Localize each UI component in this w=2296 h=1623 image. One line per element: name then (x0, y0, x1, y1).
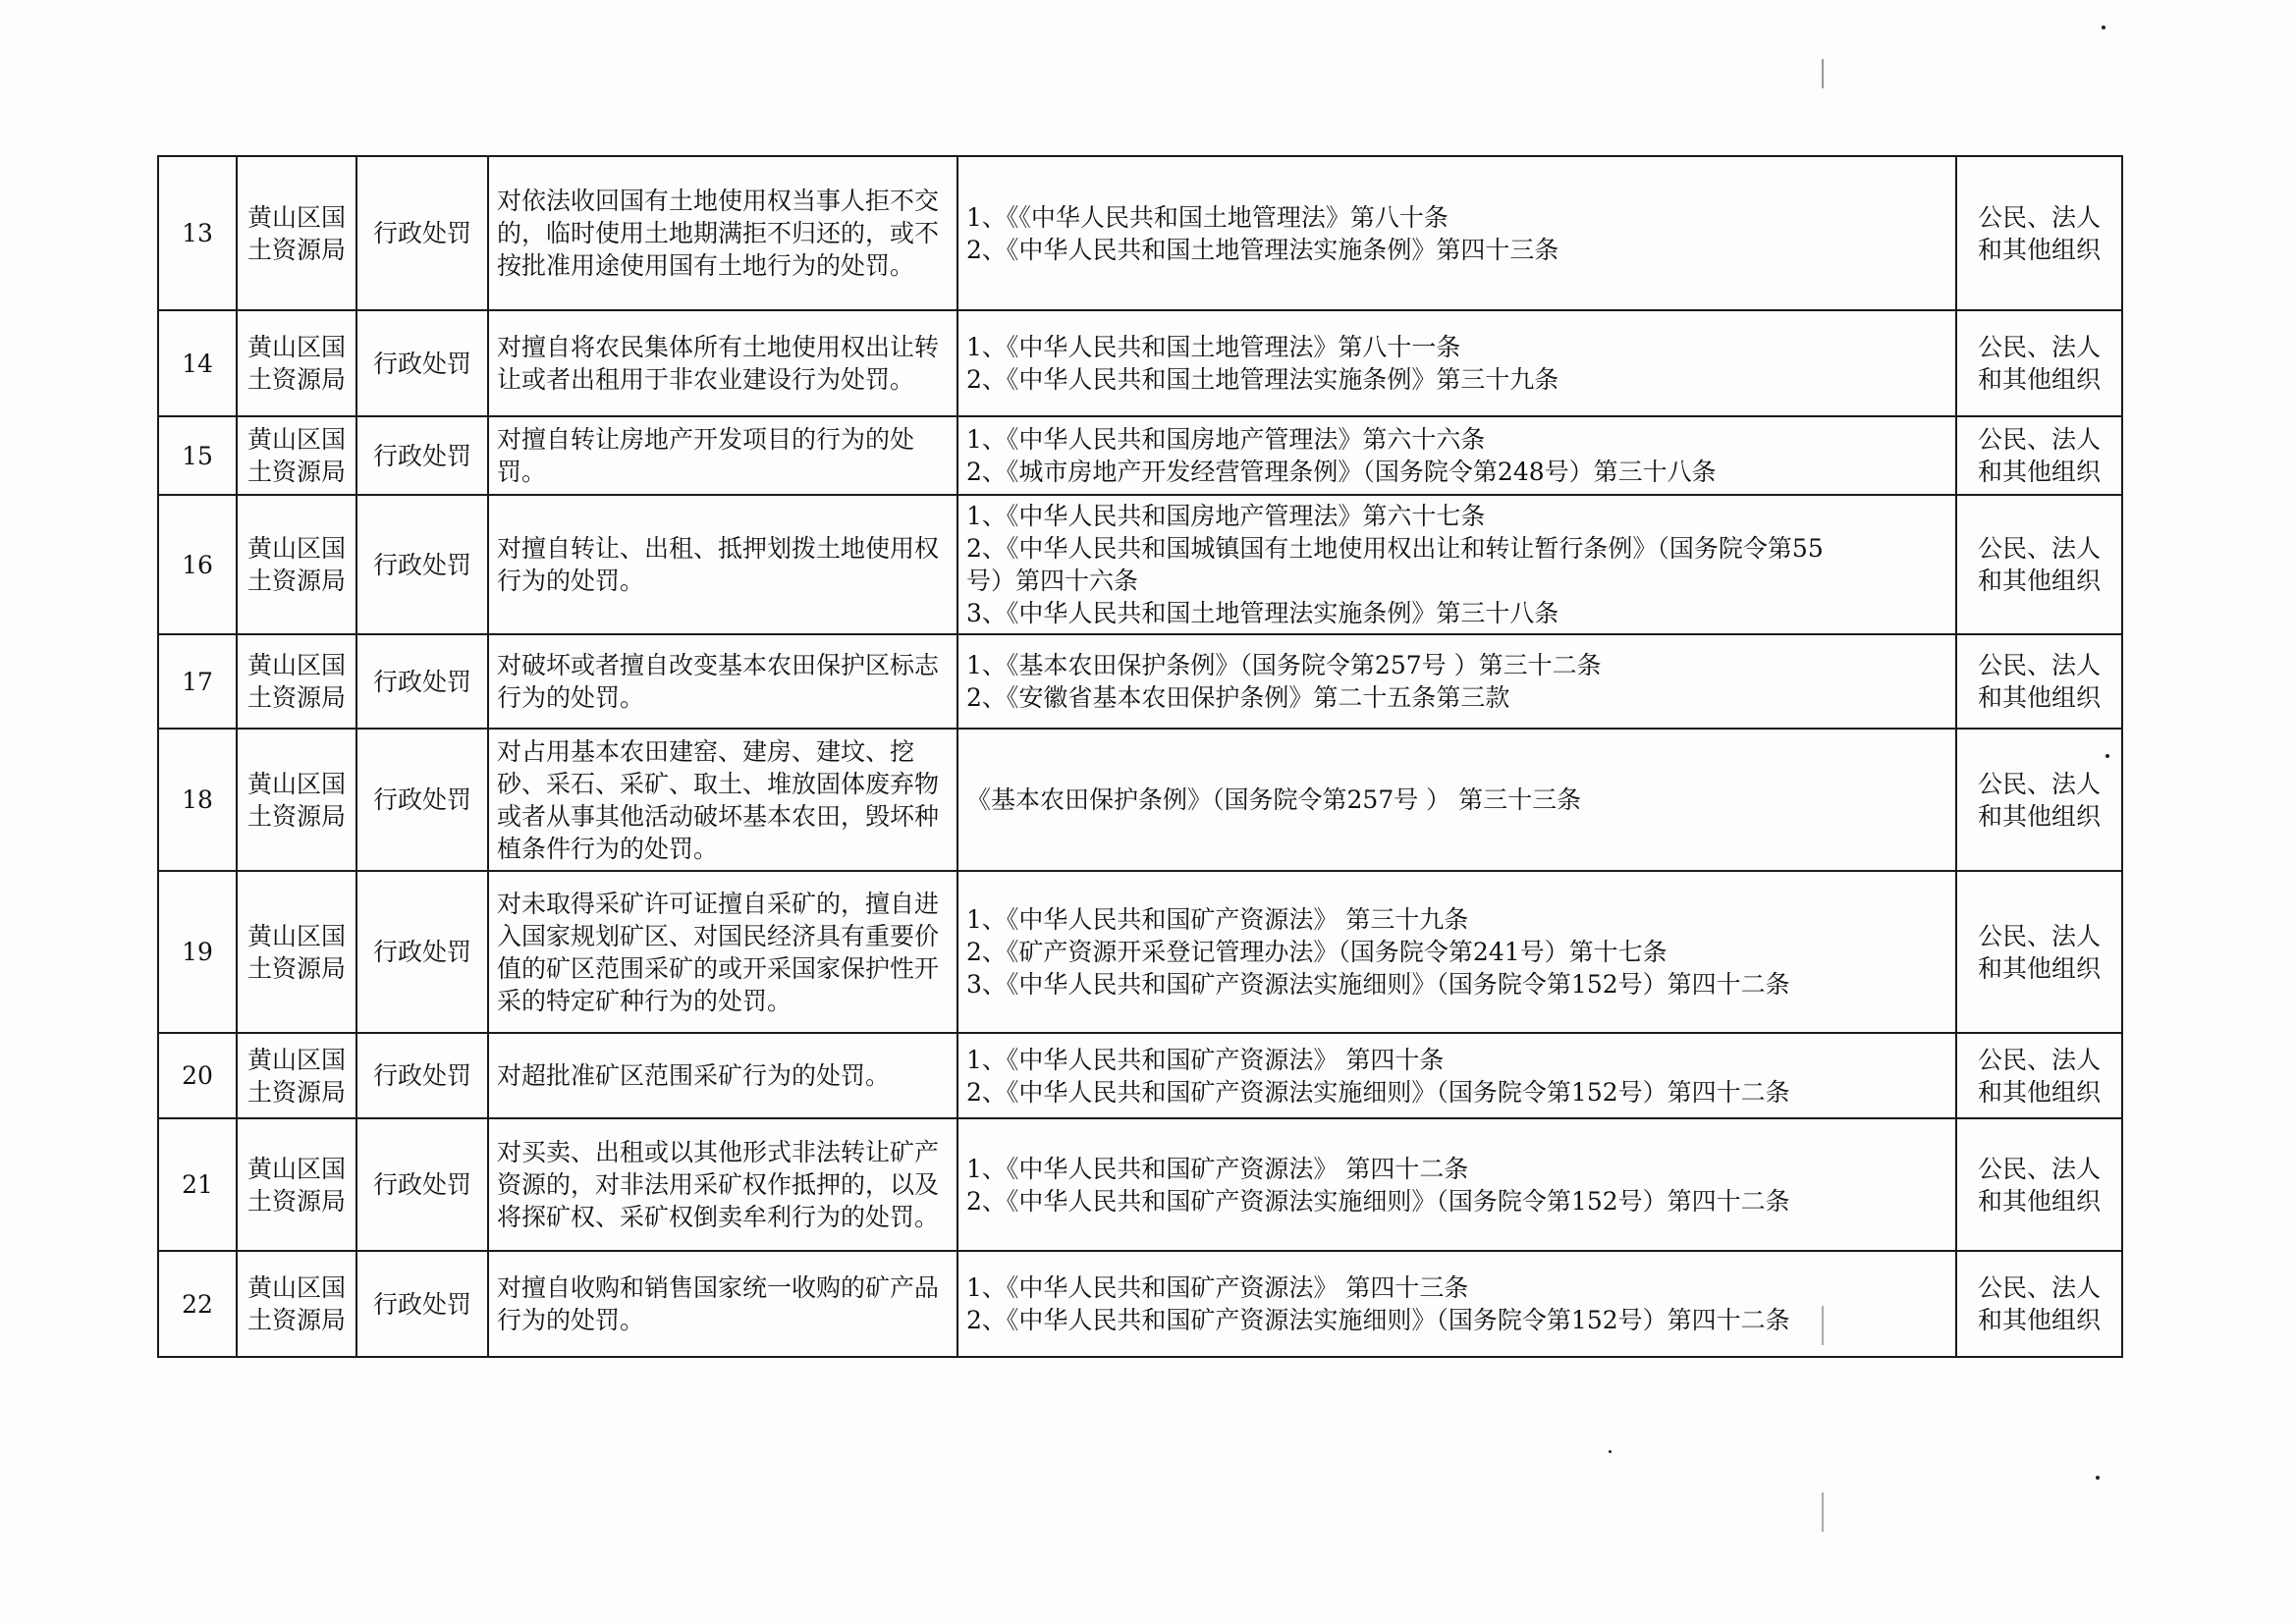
table-row (158, 310, 2122, 416)
penalty-type: 行政处罚 (356, 310, 488, 416)
legal-basis-line: 号）第四十六条 (966, 567, 1139, 595)
table-row (158, 1033, 2122, 1118)
legal-basis-line: 1、《中华人民共和国矿产资源法》 第四十二条 (966, 1154, 1469, 1183)
target-line: 和其他组织 (1977, 1306, 2101, 1334)
legal-basis-cell (957, 156, 1956, 310)
target-line: 和其他组织 (1977, 1186, 2101, 1216)
penalty-type: 行政处罚 (356, 871, 488, 1033)
target-line: 和其他组织 (1977, 801, 2101, 831)
legal-basis-line: 1、《中华人民共和国矿产资源法》 第三十九条 (966, 905, 1469, 934)
department-line: 黄山区国 (246, 1154, 346, 1183)
target-line: 公民、法人 (1977, 1273, 2101, 1302)
target-line: 和其他组织 (1977, 567, 2101, 595)
department-line: 黄山区国 (246, 1273, 346, 1302)
department-line: 土资源局 (246, 683, 346, 712)
department-cell (237, 729, 356, 871)
legal-basis-line: 2、《中华人民共和国矿产资源法实施细则》（国务院令第152号）第四十二条 (966, 1186, 1790, 1216)
table-row (158, 1251, 2122, 1357)
row-number: 21 (158, 1118, 237, 1251)
row-number: 14 (158, 310, 237, 416)
scan-speck (2096, 1476, 2100, 1480)
department-line: 黄山区国 (246, 651, 346, 679)
department-line: 土资源局 (246, 1306, 346, 1334)
target-line: 公民、法人 (1977, 425, 2101, 454)
target-cell (1956, 310, 2122, 416)
item-description: 对超批准矿区范围采矿行为的处罚。 (488, 1033, 957, 1118)
item-description: 对擅自转让、出租、抵押划拨土地使用权行为的处罚。 (488, 495, 957, 634)
legal-basis-line: 1、《《中华人民共和国土地管理法》第八十条 (966, 202, 1449, 232)
penalty-items-table (157, 155, 2123, 1358)
target-line: 公民、法人 (1977, 769, 2101, 798)
legal-basis-line: 2、《中华人民共和国矿产资源法实施细则》（国务院令第152号）第四十二条 (966, 1306, 1790, 1334)
target-cell (1956, 1118, 2122, 1251)
penalty-type: 行政处罚 (356, 1251, 488, 1357)
legal-basis-line: 2、《中华人民共和国土地管理法实施条例》第四十三条 (966, 235, 1559, 264)
department-line: 黄山区国 (246, 333, 346, 361)
legal-basis-line: 2、《安徽省基本农田保护条例》第二十五条第三款 (966, 683, 1510, 712)
target-cell (1956, 729, 2122, 871)
department-line: 黄山区国 (246, 1045, 346, 1074)
legal-basis-line: 2、《城市房地产开发经营管理条例》（国务院令第248号）第三十八条 (966, 458, 1717, 486)
department-line: 土资源局 (246, 1077, 346, 1107)
legal-basis-cell (957, 416, 1956, 495)
table-row (158, 416, 2122, 495)
legal-basis-line: 3、《中华人民共和国土地管理法实施条例》第三十八条 (966, 599, 1559, 627)
scan-speck (1609, 1450, 1612, 1453)
department-cell (237, 310, 356, 416)
legal-basis-cell (957, 1033, 1956, 1118)
department-line: 土资源局 (246, 567, 346, 595)
table-row (158, 871, 2122, 1033)
department-cell (237, 495, 356, 634)
department-line: 土资源局 (246, 365, 346, 394)
department-line: 土资源局 (246, 235, 346, 264)
department-line: 黄山区国 (246, 425, 346, 454)
scan-speck (2105, 754, 2109, 758)
legal-basis-line: 1、《基本农田保护条例》（国务院令第257号 ）第三十二条 (966, 651, 1602, 679)
table-row (158, 729, 2122, 871)
target-line: 和其他组织 (1977, 1077, 2101, 1107)
penalty-type: 行政处罚 (356, 729, 488, 871)
legal-basis-line: 2、《中华人民共和国城镇国有土地使用权出让和转让暂行条例》（国务院令第55 (966, 534, 1824, 563)
department-cell (237, 416, 356, 495)
target-line: 和其他组织 (1977, 235, 2101, 264)
row-number: 15 (158, 416, 237, 495)
department-line: 土资源局 (246, 953, 346, 983)
target-cell (1956, 495, 2122, 634)
row-number: 19 (158, 871, 237, 1033)
target-line: 公民、法人 (1977, 1154, 2101, 1183)
target-line: 公民、法人 (1977, 1045, 2101, 1074)
item-description: 对买卖、出租或以其他形式非法转让矿产资源的，对非法用采矿权作抵押的，以及将探矿权、采矿权倒卖牟利行为的处罚。 (488, 1118, 957, 1251)
table-row (158, 1118, 2122, 1251)
legal-basis-line: 1、《中华人民共和国矿产资源法》 第四十条 (966, 1045, 1445, 1074)
item-description: 对未取得采矿许可证擅自采矿的，擅自进入国家规划矿区、对国民经济具有重要价值的矿区范围采矿的或开采国家保护性开采的特定矿种行为的处罚。 (488, 871, 957, 1033)
legal-basis-cell (957, 1118, 1956, 1251)
scan-fold-line (1822, 59, 1824, 88)
table-row (158, 634, 2122, 729)
target-cell (1956, 871, 2122, 1033)
legal-basis-line: 1、《中华人民共和国房地产管理法》第六十六条 (966, 425, 1486, 454)
department-cell (237, 871, 356, 1033)
legal-basis-cell (957, 634, 1956, 729)
target-cell (1956, 156, 2122, 310)
table-row (158, 495, 2122, 634)
target-line: 和其他组织 (1977, 365, 2101, 394)
penalty-type: 行政处罚 (356, 1118, 488, 1251)
department-cell (237, 156, 356, 310)
legal-basis-line: 1、《中华人民共和国房地产管理法》第六十七条 (966, 502, 1486, 530)
department-line: 土资源局 (246, 801, 346, 831)
legal-basis-cell (957, 1251, 1956, 1357)
row-number: 13 (158, 156, 237, 310)
target-line: 和其他组织 (1977, 458, 2101, 486)
target-line: 和其他组织 (1977, 683, 2101, 712)
legal-basis-line: 2、《中华人民共和国矿产资源法实施细则》（国务院令第152号）第四十二条 (966, 1077, 1790, 1107)
legal-basis-line: 2、《矿产资源开采登记管理办法》（国务院令第241号）第十七条 (966, 938, 1667, 966)
scan-fold-line (1822, 1306, 1824, 1345)
department-line: 黄山区国 (246, 769, 346, 798)
legal-basis-line: 1、《中华人民共和国土地管理法》第八十一条 (966, 333, 1461, 361)
penalty-type: 行政处罚 (356, 156, 488, 310)
penalty-type: 行政处罚 (356, 1033, 488, 1118)
target-line: 公民、法人 (1977, 651, 2101, 679)
item-description: 对擅自收购和销售国家统一收购的矿产品行为的处罚。 (488, 1251, 957, 1357)
row-number: 16 (158, 495, 237, 634)
legal-basis-cell (957, 871, 1956, 1033)
legal-basis-line: 1、《中华人民共和国矿产资源法》 第四十三条 (966, 1273, 1469, 1302)
target-cell (1956, 416, 2122, 495)
department-line: 土资源局 (246, 458, 346, 486)
penalty-type: 行政处罚 (356, 634, 488, 729)
item-description: 对擅自将农民集体所有土地使用权出让转让或者出租用于非农业建设行为处罚。 (488, 310, 957, 416)
legal-basis-cell (957, 310, 1956, 416)
item-description: 对占用基本农田建窑、建房、建坟、挖砂、采石、采矿、取土、堆放固体废弃物或者从事其他活动破坏基本农田，毁坏种植条件行为的处罚。 (488, 729, 957, 871)
row-number: 18 (158, 729, 237, 871)
item-description: 对破坏或者擅自改变基本农田保护区标志行为的处罚。 (488, 634, 957, 729)
legal-basis-cell (957, 729, 1956, 871)
target-line: 公民、法人 (1977, 333, 2101, 361)
department-line: 黄山区国 (246, 921, 346, 950)
target-cell (1956, 1033, 2122, 1118)
penalty-type: 行政处罚 (356, 495, 488, 634)
target-cell (1956, 634, 2122, 729)
target-line: 公民、法人 (1977, 534, 2101, 563)
department-cell (237, 1033, 356, 1118)
department-line: 黄山区国 (246, 534, 346, 563)
scan-fold-line (1822, 1492, 1824, 1532)
legal-basis-line: 2、《中华人民共和国土地管理法实施条例》第三十九条 (966, 365, 1559, 394)
row-number: 17 (158, 634, 237, 729)
department-line: 黄山区国 (246, 202, 346, 232)
penalty-type: 行政处罚 (356, 416, 488, 495)
scan-speck (2102, 26, 2105, 29)
department-cell (237, 1251, 356, 1357)
item-description: 对擅自转让房地产开发项目的行为的处罚。 (488, 416, 957, 495)
row-number: 20 (158, 1033, 237, 1118)
target-cell (1956, 1251, 2122, 1357)
row-number: 22 (158, 1251, 237, 1357)
target-line: 公民、法人 (1977, 921, 2101, 950)
department-cell (237, 1118, 356, 1251)
legal-basis-line: 《基本农田保护条例》（国务院令第257号 ） 第三十三条 (966, 785, 1582, 814)
table-row (158, 156, 2122, 310)
department-cell (237, 634, 356, 729)
legal-basis-line: 3、《中华人民共和国矿产资源法实施细则》（国务院令第152号）第四十二条 (966, 970, 1790, 999)
legal-basis-cell (957, 495, 1956, 634)
target-line: 公民、法人 (1977, 202, 2101, 232)
department-line: 土资源局 (246, 1186, 346, 1216)
item-description: 对依法收回国有土地使用权当事人拒不交的，临时使用土地期满拒不归还的，或不按批准用途使用国有土地行为的处罚。 (488, 156, 957, 310)
target-line: 和其他组织 (1977, 953, 2101, 983)
